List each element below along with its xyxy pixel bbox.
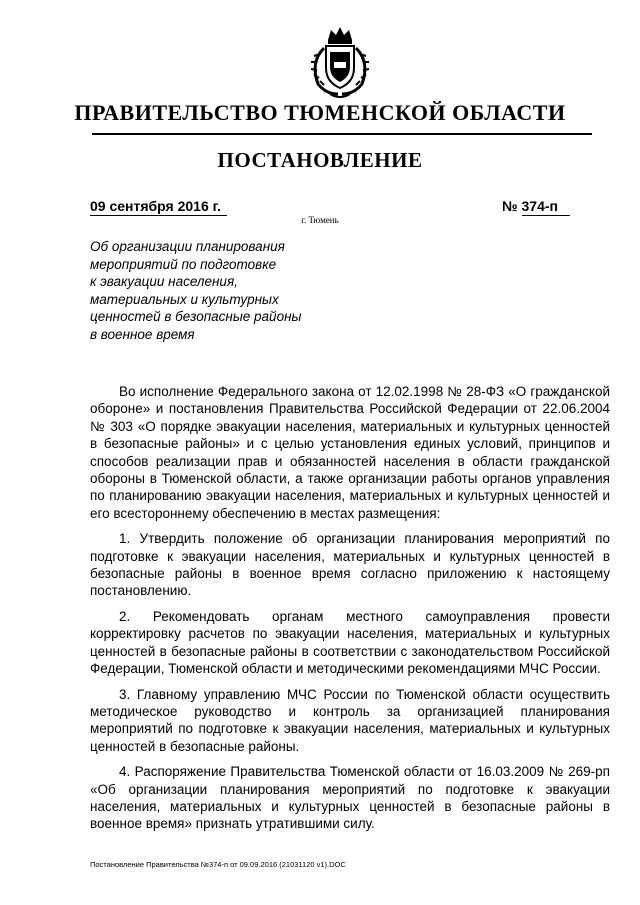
subject-line: Об организации планирования xyxy=(90,239,285,254)
coat-of-arms-icon xyxy=(300,22,380,102)
resolution-item: 1. Утвердить положение об организации планирования мероприятий по подготовке к эвакуации населения, материальных и культурных ценностей в безопасные районы в военное время согласно приложению к настоящему постановлению. xyxy=(90,531,610,599)
title-divider xyxy=(92,133,592,135)
subject-line: ценностей в безопасные районы xyxy=(90,309,302,324)
resolution-item: 4. Распоряжение Правительства Тюменской области от 16.03.2009 № 269-рп «Об организации планирования мероприятий по подготовке к эвакуации населения, материальных и культурных ценностей в безопасные районы в военное время» признать утратившими силу. xyxy=(90,764,610,832)
resolution-item: 3. Главному управлению МЧС России по Тюменской области осуществить методическое руководство и контроль за организацией планирования мероприятий по подготовке к эвакуации населения, материальных и культурных ценностей в безопасные районы. xyxy=(90,686,610,754)
document-number xyxy=(502,198,570,216)
document-date: 09 сентября 2016 г. xyxy=(90,198,227,216)
document-body xyxy=(90,383,610,833)
government-title: ПРАВИТЕЛЬСТВО ТЮМЕНСКОЙ ОБЛАСТИ xyxy=(74,100,566,125)
number-prefix: № xyxy=(502,198,518,214)
preamble-paragraph: Во исполнение Федерального закона от 12.02.1998 № 28-ФЗ «О гражданской обороне» и постановления Правительства Российской Федерации от 22.06.2004 № 303 «О порядке эвакуации населения, материальных и культурных ценностей в безопасные районы» и с целью установления единых условий, принципов и способов реализации прав и обязанностей населения в области гражданской обороны в Тюменской области, а также организации работы органов управления по планированию эвакуации населения, материальных и культурных ценностей и его всестороннему обеспечению в местах размещения: xyxy=(90,384,610,521)
subject-line: мероприятий по подготовке xyxy=(90,256,277,272)
subject-line: материальных и культурных xyxy=(90,291,279,307)
document-type: ПОСТАНОВЛЕНИЕ xyxy=(217,148,423,172)
document-footer: Постановление Правительства №374-п от 09.09.2016 (21031120 v1).DOC xyxy=(90,860,346,869)
number-value: 374-п xyxy=(522,198,570,216)
subject-line: в военное время xyxy=(90,326,195,342)
subject-line: к эвакуации населения, xyxy=(90,274,238,289)
document-city: г. Тюмень xyxy=(301,215,339,225)
resolution-item: 2. Рекомендовать органам местного самоуправления провести корректировку расчетов по эвакуации населения, материальных и культурных ценностей в безопасные районы в соответствии с законодательством Российской Федерации, Тюменской области и методическими рекомендациями МЧС России. xyxy=(90,608,610,677)
document-subject xyxy=(90,238,370,343)
